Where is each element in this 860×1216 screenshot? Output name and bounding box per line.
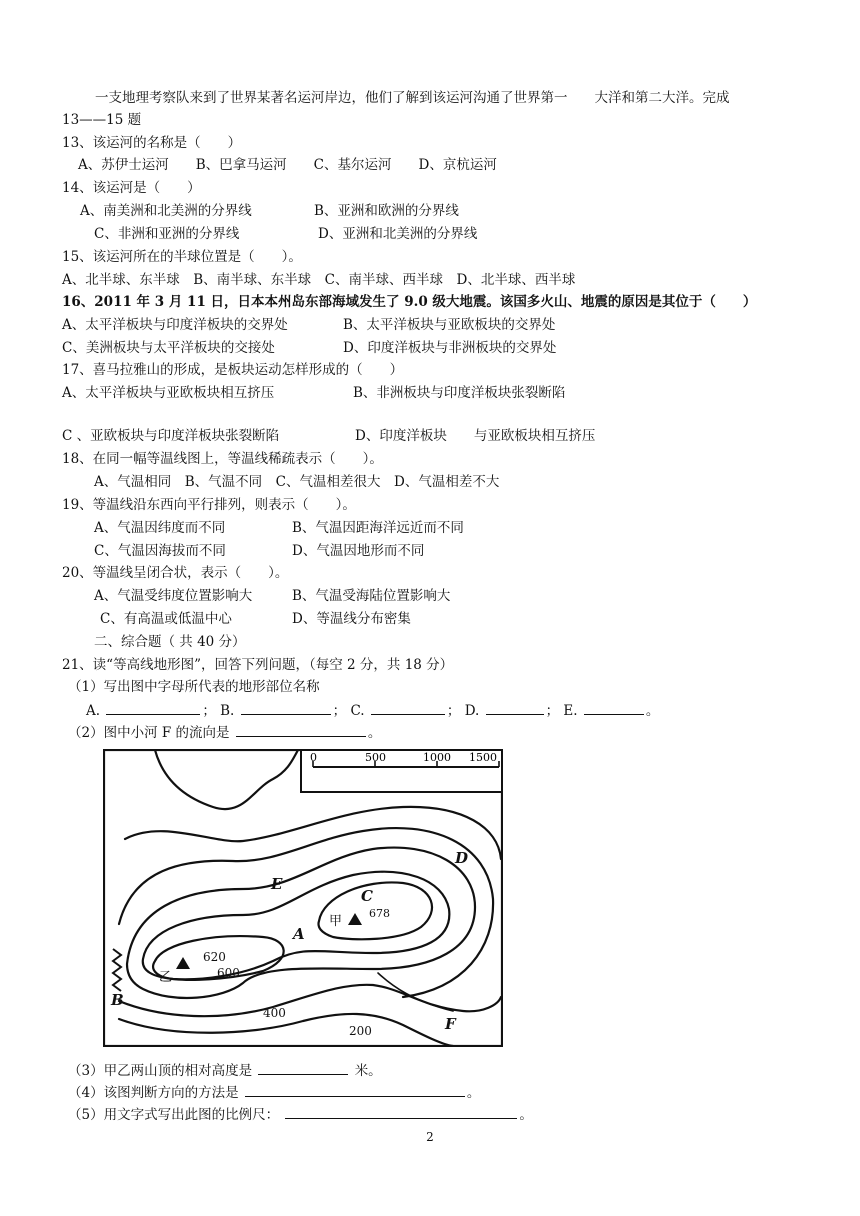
q21-part-1-blanks: A. ； B. ； C. ； D. ； E. 。 — [86, 700, 659, 721]
q20-option-b: B、气温受海陆位置影响大 — [292, 588, 451, 604]
q21-part-2: （2）图中小河 F 的流向是 。 — [68, 722, 381, 743]
q19-option-d: D、气温因地形而不同 — [292, 543, 425, 559]
q16-option-b: B、太平洋板块与亚欧板块的交界处 — [343, 317, 556, 333]
contour-label-600: 600 — [217, 966, 240, 980]
q20-stem: 20、等温线呈闭合状，表示（ ）。 — [62, 565, 289, 581]
map-frame — [104, 750, 502, 1046]
q20-option-c: C、有高温或低温中心 — [100, 611, 232, 627]
q14-option-b: B、亚洲和欧洲的分界线 — [314, 203, 459, 219]
q20-option-d: D、等温线分布密集 — [292, 611, 411, 627]
q15-options: A、北半球、东半球 B、南半球、东半球 C、南半球、西半球 D、北半球、西半球 — [62, 272, 576, 288]
q21-part-4-text: （4）该图判断方向的方法是 — [68, 1085, 239, 1101]
blank-d[interactable] — [486, 700, 544, 715]
blank-a[interactable] — [106, 700, 200, 715]
blank-e[interactable] — [584, 700, 644, 715]
label-jia: 甲 — [329, 914, 343, 929]
blank-scale-text[interactable] — [285, 1104, 517, 1119]
contour-label-678: 678 — [369, 907, 390, 920]
blank-c-label: C. — [350, 703, 365, 719]
intro-line-2: 13——15 题 — [62, 112, 142, 128]
blank-b[interactable] — [241, 700, 331, 715]
label-yi: 乙 — [159, 970, 173, 985]
q21-stem: 21、读“等高线地形图”，回答下列问题，（每空 2 分，共 18 分） — [62, 657, 454, 673]
blank-e-label: E. — [563, 703, 578, 719]
q19-option-c: C、气温因海拔而不同 — [94, 543, 226, 559]
scale-tick-1500: 1500 — [469, 751, 497, 764]
q14-option-a: A、南美洲和北美洲的分界线 — [80, 203, 252, 219]
intro-line-1: 一支地理考察队来到了世界某著名运河岸边，他们了解到该运河沟通了世界第一 大洋和第二大洋。完成 — [95, 90, 730, 106]
blank-river-flow[interactable] — [236, 722, 366, 737]
q21-part-5-text: （5）用文字式写出此图的比例尺： — [68, 1107, 280, 1123]
q18-stem: 18、在同一幅等温线图上，等温线稀疏表示（ ）。 — [62, 451, 383, 467]
scale-tick-0: 0 — [310, 751, 317, 764]
blank-relative-height[interactable] — [258, 1060, 348, 1075]
q17-option-d: D、印度洋板块 与亚欧板块相互挤压 — [355, 428, 596, 444]
q16-option-a: A、太平洋板块与印度洋板块的交界处 — [62, 317, 288, 333]
q15-stem: 15、该运河所在的半球位置是（ ）。 — [62, 249, 302, 265]
blank-b-label: B. — [220, 703, 235, 719]
contour-label-620: 620 — [203, 950, 226, 964]
label-e: E — [271, 875, 283, 893]
q17-option-b: B、非洲板块与印度洋板块张裂断陷 — [353, 385, 566, 401]
q21-part-2-text: （2）图中小河 F 的流向是 — [68, 725, 230, 741]
q14-stem: 14、该运河是（ ） — [62, 180, 201, 196]
q21-part-3-text: （3）甲乙两山顶的相对高度是 — [68, 1063, 253, 1079]
q14-option-c: C、非洲和亚洲的分界线 — [94, 226, 240, 242]
q20-option-a: A、气温受纬度位置影响大 — [94, 588, 253, 604]
q21-part-3-unit: 米。 — [354, 1063, 382, 1079]
q21-part-3 — [68, 1060, 382, 1081]
q16-stem: 16、2011 年 3 月 11 日，日本本州岛东部海域发生了 9.0 级大地震。该国多火山、地震的原因是其位于（ ） — [62, 294, 757, 310]
q21-part-5: （5）用文字式写出此图的比例尺： 。 — [68, 1104, 533, 1125]
contour-label-400: 400 — [263, 1006, 286, 1020]
label-f: F — [445, 1015, 456, 1033]
q21-part-4: （4）该图判断方向的方法是 。 — [68, 1082, 480, 1103]
label-a: A — [293, 925, 305, 943]
q14-option-d: D、亚洲和北美洲的分界线 — [318, 226, 478, 242]
q16-option-d: D、印度洋板块与非洲板块的交界处 — [343, 340, 557, 356]
label-d: D — [455, 849, 469, 867]
q13-options: A、苏伊士运河 B、巴拿马运河 C、基尔运河 D、京杭运河 — [78, 157, 497, 173]
q17-option-a: A、太平洋板块与亚欧板块相互挤压 — [62, 385, 275, 401]
blank-d-label: D. — [464, 703, 480, 719]
contour-map — [103, 749, 503, 1047]
q19-option-b: B、气温因距海洋远近而不同 — [292, 520, 464, 536]
contour-label-200: 200 — [349, 1024, 372, 1038]
q17-stem: 17、喜马拉雅山的形成，是板块运动怎样形成的（ ） — [62, 362, 404, 378]
page-number: 2 — [426, 1130, 434, 1144]
blank-c[interactable] — [371, 700, 445, 715]
scale-tick-1000: 1000 — [423, 751, 451, 764]
label-c: C — [361, 887, 373, 905]
q13-stem: 13、该运河的名称是（ ） — [62, 135, 242, 151]
q17-option-c: C 、亚欧板块与印度洋板块张裂断陷 — [62, 428, 280, 444]
q16-option-c: C、美洲板块与太平洋板块的交接处 — [62, 340, 275, 356]
scale-tick-500: 500 — [365, 751, 386, 764]
scale-bar — [301, 750, 502, 792]
q18-options: A、气温相同 B、气温不同 C、气温相差很大 D、气温相差不大 — [94, 474, 500, 490]
q19-stem: 19、等温线沿东西向平行排列，则表示（ ）。 — [62, 497, 356, 513]
q21-part-1: （1）写出图中字母所代表的地形部位名称 — [68, 679, 320, 695]
label-b: B — [111, 991, 124, 1009]
blank-a-label: A. — [86, 703, 101, 719]
section-2-heading: 二、综合题（ 共 40 分） — [94, 634, 246, 650]
q19-option-a: A、气温因纬度而不同 — [94, 520, 226, 536]
blank-direction-method[interactable] — [245, 1082, 465, 1097]
